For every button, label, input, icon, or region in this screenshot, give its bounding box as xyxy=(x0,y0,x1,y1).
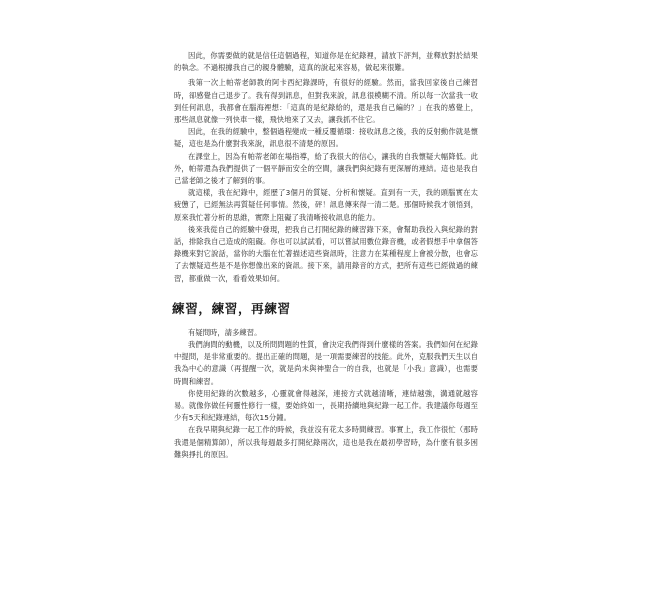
body-paragraph: 因此，你需要做的就是信任這個過程，知道你是在紀錄裡，請放下評判，並釋放對於結果的執念。不過根據我自己的親身體驗，這真的說起來容易，做起來很難。 xyxy=(174,51,478,73)
body-paragraph: 在我早期與紀錄一起工作的時候，我並沒有花太多時間練習。事實上，我工作很忙（那時我還是個精算師），所以我每週最多打開紀錄兩次，這也是我在最初學習時，為什麼有很多困難與掙扎的原因。 xyxy=(174,425,478,459)
body-paragraph: 你使用紀錄的次數越多，心靈就會得越深，連接方式就越清晰，連結越強，溝通就越容易。就像你做任何靈性修行一樣，要始終如一，長期持續地與紀錄一起工作。我建議你每週至少有5天和紀錄連結，每次15分鐘。 xyxy=(174,388,478,423)
body-paragraph: 有疑問時，請多練習。 xyxy=(188,327,262,337)
body-paragraph: 在課堂上，因為有帕蒂老師在場指導，給了我很大的信心，讓我的自我懷疑大幅降低。此外，帕蒂還為我們提供了一個平靜而安全的空間，讓我們與紀錄有更深層的連結。這也是我自己當老師之後才了解到的事。 xyxy=(174,151,478,186)
body-paragraph: 我們詢問的動機，以及所問問題的性質，會決定我們得到什麼樣的答案。我們如何在紀錄中提問，是非常重要的。提出正確的問題，是一項需要練習的技能。此外，克服我們天生以自我為中心的意識（再提醒一次，就是尚未與神聖合一的自我，也就是「小我」意識），也需要時間和練習。 xyxy=(174,340,478,386)
body-paragraph: 後來我從自己的經驗中發現，把我自己打開紀錄的練習錄下來，會幫助我投入與紀錄的對話，排除我自己造成的阻礙。你也可以試試看，可以嘗試用數位錄音機，或者假想手中拿個答錄機來對它說話，當你的大腦在忙著描述這些資訊時，注意力在某種程度上會被分散，也會忘了去懷疑這些是不是你想像出來的資訊。接下來，請用錄音的方式，把所有這些已經做過的練習，都重做一次，看看效果如何。 xyxy=(174,224,478,283)
body-paragraph: 因此，在我的經驗中，整個過程變成一種反覆循環：接收訊息之後，我的反射動作就是懷疑，這也是為什麼對我來說，訊息很不清楚的原因。 xyxy=(174,127,478,149)
section-heading: 練習，練習，再練習 xyxy=(172,300,291,316)
body-paragraph: 我第一次上帕蒂老師教的阿卡西紀錄課時，有很好的經驗。然而，當我回家後自己練習時，卻感覺自己退步了。我有得到訊息，但對我來說，訊息很模糊不清。所以每一次當我一收到任何訊息，我都會在腦海裡想：「這真的是紀錄給的，還是我自己編的？」在我的感覺上，那些訊息就像一列快車一樣，飛快地來了又去，讓我抓不住它。 xyxy=(174,78,478,125)
page-body xyxy=(174,50,478,461)
body-paragraph: 就這樣，我在紀錄中，經歷了3個月的質疑、分析和懷疑。直到有一天，我的頭腦實在太疲憊了，已經無法再質疑任何事情。然後，砰！訊息傳來得一清二楚。那個時候我才領悟到，原來我忙著分析的思維，實際上阻礙了我清晰接收訊息的能力。 xyxy=(174,188,478,222)
